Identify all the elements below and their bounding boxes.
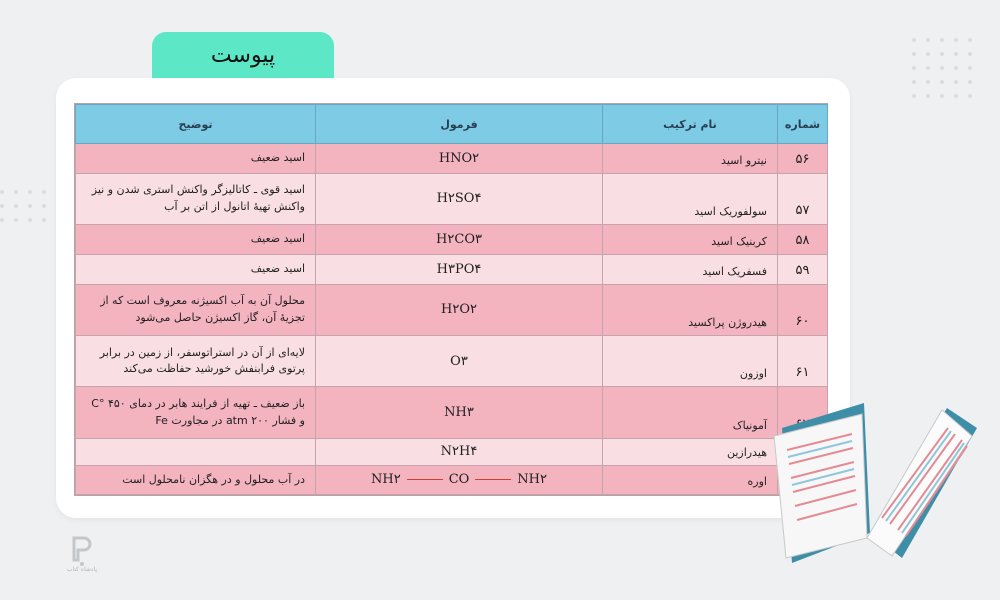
cell-description: محلول آن به آب اکسیژنه معروف است که از تجزیهٔ آن، گاز اکسیژن حاصل می‌شود — [76, 284, 316, 335]
cell-compound-name: اوزون — [603, 336, 778, 387]
table-row — [76, 438, 828, 465]
formula-text: H۲O۲ — [441, 302, 477, 318]
cell-formula — [316, 387, 603, 438]
formula-text: NH۳ — [444, 405, 474, 421]
cell-compound-name: اوره — [603, 465, 778, 494]
cell-formula — [316, 254, 603, 284]
cell-number: ۵۷ — [778, 173, 828, 224]
cell-formula — [316, 284, 603, 335]
cell-number: ۶۰ — [778, 284, 828, 335]
table-body — [76, 144, 828, 495]
scanned-table-page — [74, 103, 828, 496]
compounds-table — [75, 104, 828, 495]
decorative-dots-left — [0, 190, 46, 222]
cell-compound-name: نیترو اسید — [603, 144, 778, 174]
cell-description: باز ضعیف ـ تهیه از فرایند هابر در دمای ۴۵۰ °C و فشار ۲۰۰ atm در مجاورت Fe — [76, 387, 316, 438]
table-row — [76, 254, 828, 284]
header-description: توضیح — [76, 105, 316, 144]
cell-compound-name: هیدروژن پراکسید — [603, 284, 778, 335]
cell-number: ۵۹ — [778, 254, 828, 284]
urea-group: NH۲ — [517, 472, 547, 488]
header-formula: فرمول — [316, 105, 603, 144]
table-row — [76, 144, 828, 174]
cell-compound-name: سولفوریک اسید — [603, 173, 778, 224]
cell-formula — [316, 173, 603, 224]
cell-formula — [316, 336, 603, 387]
cell-compound-name: کربنیک اسید — [603, 225, 778, 255]
table-row — [76, 225, 828, 255]
brand-logo-caption: پادشاه کتاب — [66, 566, 98, 573]
cell-compound-name: فسفریک اسید — [603, 254, 778, 284]
cell-formula — [316, 225, 603, 255]
cell-number: ۶۱ — [778, 336, 828, 387]
cell-formula — [316, 438, 603, 465]
formula-text: H۲SO۴ — [436, 191, 482, 207]
bond-line — [475, 479, 511, 480]
decorative-dots-top-right — [912, 38, 972, 98]
cell-description: اسید ضعیف — [76, 225, 316, 255]
section-tab-label: پیوست — [210, 43, 276, 68]
table-row — [76, 387, 828, 438]
header-name: نام ترکیب — [603, 105, 778, 144]
cell-number: ۵۸ — [778, 225, 828, 255]
cell-description: در آب محلول و در هگزان نامحلول است — [76, 465, 316, 494]
cell-description: اسید ضعیف — [76, 254, 316, 284]
cell-description: اسید قوی ـ کاتالیزگر واکنش استری شدن و نیز واکنش تهیهٔ اتانول از اتن بر آب — [76, 173, 316, 224]
formula-text: O۳ — [450, 353, 468, 369]
cell-description — [76, 438, 316, 465]
section-tab — [152, 32, 334, 79]
table-row — [76, 284, 828, 335]
formula-text: N۲H۴ — [440, 444, 478, 460]
open-book-icon — [752, 388, 992, 568]
cell-compound-name: هیدرازین — [603, 438, 778, 465]
header-number: شماره — [778, 105, 828, 144]
table-row — [76, 336, 828, 387]
cell-description: لایه‌ای از آن در استراتوسفر، از زمین در برابر پرتوی فرابنفش خورشید حفاظت می‌کند — [76, 336, 316, 387]
table-row — [76, 465, 828, 494]
urea-structure — [371, 472, 547, 487]
cell-compound-name: آمونیاک — [603, 387, 778, 438]
formula-text: H۳PO۴ — [436, 261, 482, 277]
cell-number: ۵۶ — [778, 144, 828, 174]
table-row — [76, 173, 828, 224]
formula-text: H۲CO۳ — [436, 232, 482, 248]
table-header-row — [76, 105, 828, 144]
cell-description: اسید ضعیف — [76, 144, 316, 174]
bond-line — [407, 479, 443, 480]
cell-formula — [316, 144, 603, 174]
urea-group: CO — [448, 472, 470, 488]
cell-formula — [316, 465, 603, 494]
urea-group: NH۲ — [370, 472, 401, 488]
formula-text: HNO۲ — [438, 150, 480, 166]
